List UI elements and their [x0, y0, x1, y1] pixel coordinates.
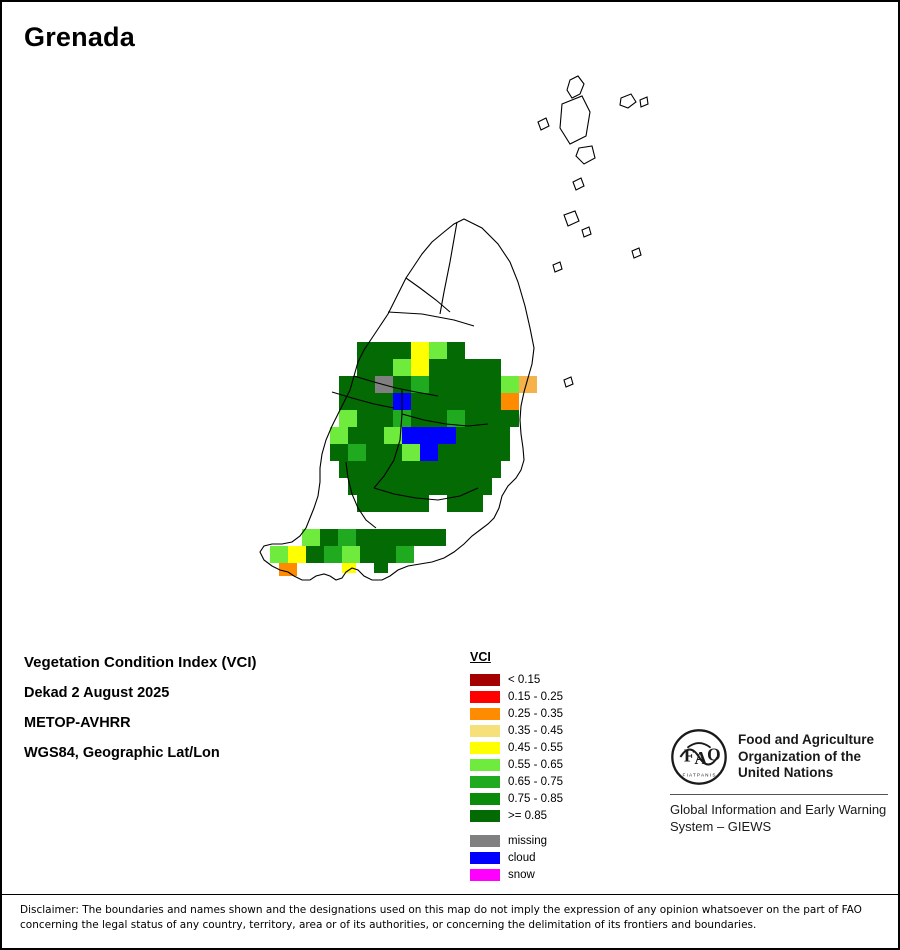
- vci-cell: [324, 546, 342, 563]
- vci-cell: [456, 444, 474, 461]
- legend-class-label: >= 0.85: [508, 809, 548, 822]
- caption-line-projection: WGS84, Geographic Lat/Lon: [24, 745, 220, 761]
- island-outline: [576, 146, 595, 164]
- vci-cell: [330, 444, 348, 461]
- vci-cell: [465, 376, 483, 393]
- vci-cell: [465, 461, 483, 478]
- legend-class-label: 0.25 - 0.35: [508, 707, 563, 720]
- island-outline: [564, 211, 579, 226]
- legend-class-swatch: [470, 674, 500, 686]
- vci-cell: [402, 427, 420, 444]
- vci-cell: [492, 444, 510, 461]
- legend-class-swatch: [470, 691, 500, 703]
- vci-raster-layer: [270, 342, 537, 576]
- vci-cell: [374, 529, 392, 546]
- legend-class-label: 0.45 - 0.55: [508, 741, 563, 754]
- vci-cell: [447, 376, 465, 393]
- legend-class-swatch: [470, 725, 500, 737]
- vci-cell: [393, 495, 411, 512]
- svg-text:F I A T P A N I S: F I A T P A N I S: [682, 772, 716, 778]
- vci-cell: [330, 427, 348, 444]
- caption-line-sensor: METOP-AVHRR: [24, 715, 131, 731]
- legend-class-row: [470, 756, 650, 773]
- page-title: Grenada: [24, 22, 135, 52]
- island-outline: [553, 262, 562, 272]
- legend-class-label: 0.35 - 0.45: [508, 724, 563, 737]
- fao-organization-name: Food and Agriculture Organization of the United Nations: [738, 731, 874, 781]
- vci-cell: [402, 478, 420, 495]
- disclaimer-bar: [2, 894, 898, 948]
- vci-cell: [384, 444, 402, 461]
- vci-cell: [375, 410, 393, 427]
- legend-class-row: [470, 688, 650, 705]
- vci-cell: [465, 393, 483, 410]
- vci-cell: [501, 376, 519, 393]
- vci-cell: [411, 342, 429, 359]
- vci-cell: [465, 359, 483, 376]
- vci-cell: [339, 376, 357, 393]
- legend-class-swatch: [470, 708, 500, 720]
- vci-cell: [374, 563, 388, 573]
- legend-class-label: < 0.15: [508, 673, 541, 686]
- legend-special-list: [470, 832, 650, 883]
- vci-cell: [501, 410, 519, 427]
- vci-cell: [492, 427, 510, 444]
- island-outline: [620, 94, 636, 108]
- vci-cell: [375, 342, 393, 359]
- island-outline: [560, 96, 590, 144]
- legend-class-label: 0.75 - 0.85: [508, 792, 563, 805]
- vci-cell: [438, 478, 456, 495]
- legend-class-label: 0.65 - 0.75: [508, 775, 563, 788]
- legend-class-swatch: [470, 742, 500, 754]
- vci-cell: [338, 529, 356, 546]
- vci-cell: [420, 478, 438, 495]
- legend-spacer: [470, 824, 650, 832]
- svg-text:A: A: [694, 747, 707, 768]
- vci-cell: [375, 359, 393, 376]
- vci-cell: [302, 529, 320, 546]
- island-outline: [632, 248, 641, 258]
- vci-cell: [501, 393, 519, 410]
- vci-cell: [411, 461, 429, 478]
- legend-special-label: snow: [508, 868, 535, 881]
- vci-cell: [474, 478, 492, 495]
- parish-boundary: [388, 312, 474, 326]
- legend-class-label: 0.55 - 0.65: [508, 758, 563, 771]
- legend-class-row: [470, 807, 650, 824]
- vci-cell: [393, 359, 411, 376]
- legend: [470, 650, 650, 883]
- vci-cell: [342, 563, 356, 573]
- vci-cell: [429, 410, 447, 427]
- svg-text:F: F: [683, 745, 695, 766]
- vci-cell: [456, 427, 474, 444]
- legend-class-label: 0.15 - 0.25: [508, 690, 563, 703]
- legend-special-swatch: [470, 852, 500, 864]
- vci-cell: [375, 495, 393, 512]
- fao-branding: [670, 728, 888, 836]
- legend-special-row: [470, 849, 650, 866]
- vci-cell: [378, 546, 396, 563]
- vci-cell: [348, 444, 366, 461]
- legend-class-swatch: [470, 776, 500, 788]
- vci-cell: [366, 444, 384, 461]
- vci-cell: [270, 546, 288, 563]
- vci-cell: [339, 410, 357, 427]
- vci-cell: [279, 563, 297, 576]
- fao-logo-row: [670, 728, 888, 786]
- island-outline: [564, 377, 573, 387]
- vci-cell: [410, 529, 428, 546]
- fao-system-name: Global Information and Early Warning System – GIEWS: [670, 802, 887, 834]
- vci-cell: [447, 393, 465, 410]
- parish-boundary: [440, 222, 457, 314]
- fao-divider: [670, 794, 888, 795]
- island-outline: [538, 118, 549, 130]
- vci-cell: [447, 342, 465, 359]
- vci-cell: [429, 342, 447, 359]
- island-outline: [567, 76, 584, 98]
- island-outline: [640, 97, 648, 107]
- vci-cell: [393, 342, 411, 359]
- island-outline: [582, 227, 591, 237]
- vci-cell: [392, 529, 410, 546]
- vci-cell: [342, 546, 360, 563]
- vci-cell: [465, 495, 483, 512]
- vci-cell: [357, 359, 375, 376]
- vci-cell: [357, 461, 375, 478]
- legend-class-row: [470, 705, 650, 722]
- vci-cell: [428, 529, 446, 546]
- svg-text:O: O: [707, 744, 721, 765]
- legend-class-row: [470, 722, 650, 739]
- vci-cell: [438, 444, 456, 461]
- legend-class-swatch: [470, 793, 500, 805]
- legend-class-swatch: [470, 759, 500, 771]
- vci-cell: [357, 376, 375, 393]
- vci-cell: [420, 427, 438, 444]
- vci-cell: [483, 461, 501, 478]
- legend-class-row: [470, 790, 650, 807]
- disclaimer-text: Disclaimer: The boundaries and names shown and the designations used on this map do not imply the expression of any opinion whatsoever on the part of FAO concerning the legal status of any country, territory, area or of its authorities, or concerning the delimitation of its frontiers and boundaries.: [20, 904, 862, 932]
- vci-cell: [420, 444, 438, 461]
- vci-cell: [396, 546, 414, 563]
- vci-cell: [357, 495, 375, 512]
- legend-title: VCI: [470, 650, 491, 664]
- legend-class-swatch: [470, 810, 500, 822]
- vci-cell: [456, 478, 474, 495]
- vci-cell: [483, 359, 501, 376]
- caption-line-index: Vegetation Condition Index (VCI): [24, 654, 257, 671]
- vci-cell: [483, 376, 501, 393]
- legend-class-row: [470, 739, 650, 756]
- legend-class-list: [470, 671, 650, 824]
- vci-cell: [348, 478, 366, 495]
- vci-cell: [474, 427, 492, 444]
- legend-class-row: [470, 773, 650, 790]
- vci-cell: [429, 461, 447, 478]
- vci-cell: [356, 529, 374, 546]
- vci-cell: [288, 546, 306, 563]
- fao-logo-icon: [670, 728, 728, 786]
- vci-cell: [306, 546, 324, 563]
- island-outline: [573, 178, 584, 190]
- legend-special-label: missing: [508, 834, 547, 847]
- vci-cell: [429, 359, 447, 376]
- vci-cell: [483, 393, 501, 410]
- vci-cell: [402, 444, 420, 461]
- vci-cell: [348, 427, 366, 444]
- vci-cell: [320, 529, 338, 546]
- legend-special-row: [470, 866, 650, 883]
- legend-special-swatch: [470, 835, 500, 847]
- vci-cell: [429, 376, 447, 393]
- vci-cell: [411, 359, 429, 376]
- caption-line-dekad: Dekad 2 August 2025: [24, 685, 170, 701]
- legend-class-row: [470, 671, 650, 688]
- vci-cell: [357, 342, 375, 359]
- legend-special-label: cloud: [508, 851, 536, 864]
- vci-cell: [393, 461, 411, 478]
- map-canvas: [2, 62, 900, 622]
- vci-cell: [447, 461, 465, 478]
- vci-cell: [474, 444, 492, 461]
- vci-cell: [366, 427, 384, 444]
- vci-cell: [357, 410, 375, 427]
- vci-cell: [384, 478, 402, 495]
- vci-cell: [447, 359, 465, 376]
- vci-cell: [360, 546, 378, 563]
- map-caption: [24, 654, 454, 775]
- legend-special-row: [470, 832, 650, 849]
- grenada-map-svg: [2, 62, 900, 622]
- vci-cell: [438, 427, 456, 444]
- legend-special-swatch: [470, 869, 500, 881]
- vci-cell: [411, 376, 429, 393]
- vci-cell: [411, 393, 429, 410]
